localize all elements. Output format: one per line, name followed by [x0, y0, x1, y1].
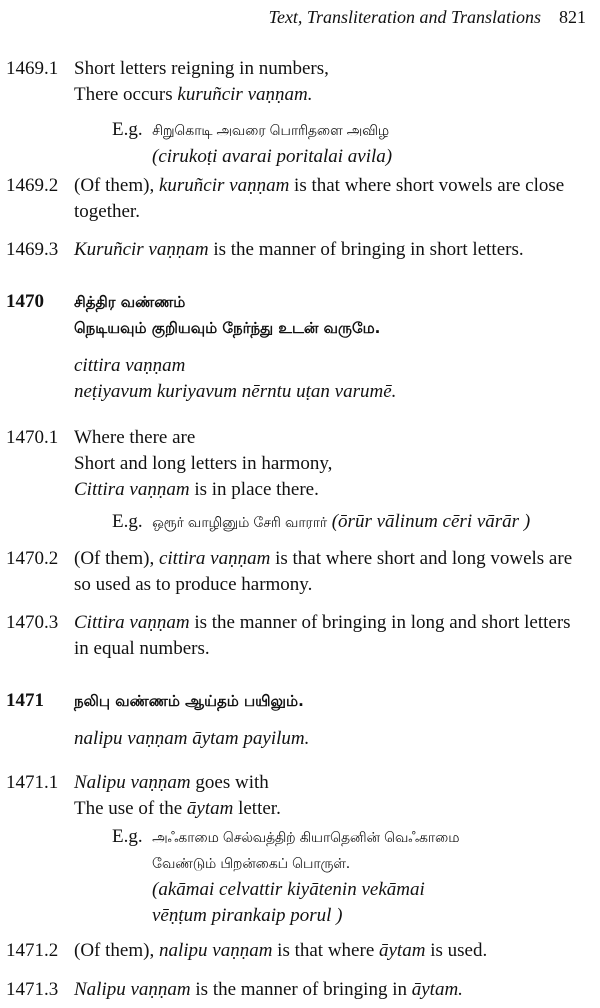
example-transliteration: (cirukoṭi avarai poritalai avila): [152, 146, 393, 167]
verse-line: Nalipu vaṇṇam is the manner of bringing in āytam.: [74, 979, 463, 1000]
verse-1470: [0, 289, 592, 405]
verse-line: Short and long letters in harmony,: [74, 453, 333, 474]
verse-1469-3: [0, 237, 592, 263]
verse-line: together.: [74, 201, 140, 222]
tamil-line: சித்திர வண்ணம்: [74, 293, 186, 311]
verse-line: Kuruñcir vaṇṇam is the manner of bringing in short letters.: [74, 239, 524, 260]
example-transliteration: (akāmai celvattir kiyātenin vekāmai: [152, 879, 425, 900]
verse-number: 1470.1: [6, 427, 59, 448]
example-block: [112, 824, 592, 929]
verse-line: The use of the āytam letter.: [74, 798, 281, 819]
verse-1471: [0, 688, 592, 752]
running-title: Text, Transliteration and Translations: [268, 7, 541, 27]
verse-1470-3: [0, 610, 592, 662]
verse-number: 1470.3: [6, 612, 59, 633]
verse-number: 1471: [6, 690, 44, 711]
verse-line: Nalipu vaṇṇam goes with: [74, 772, 269, 793]
verse-1471-3: [0, 977, 592, 1003]
verse-number: 1471.1: [6, 772, 59, 793]
page-number: 821: [559, 7, 586, 27]
transliteration-line: neṭiyavum kuriyavum nērntu uṭan varumē.: [74, 381, 397, 402]
verse-1471-1: [0, 770, 592, 929]
verse-1470-1: [0, 425, 592, 536]
verse-1470-2: [0, 546, 592, 598]
verse-number: 1469.3: [6, 239, 59, 260]
verse-number: 1471.3: [6, 979, 59, 1000]
verse-line: Cittira vaṇṇam is in place there.: [74, 479, 319, 500]
verse-1469-2: [0, 173, 592, 225]
example-line: E.g. ஒரூர் வாழினும் சேரி வாரார் (ōrūr vālinum cēri vārār ): [112, 511, 531, 532]
example-tamil: E.g. சிறுகொடி அவரை பொரிதளை அவிழ: [112, 119, 389, 140]
verse-line: Cittira vaṇṇam is the manner of bringing in long and short letters: [74, 612, 571, 633]
verse-number: 1470: [6, 291, 44, 312]
verse-number: 1469.1: [6, 58, 59, 79]
verse-1471-2: [0, 938, 592, 964]
example-tamil: E.g. அஃகாமை செல்வத்திற் கியாதெனின் வெஃகாமை: [112, 826, 460, 847]
tamil-line: நெடியவும் குறியவும் நேர்ந்து உடன் வருமே.: [74, 319, 381, 337]
verse-line: (Of them), cittira vaṇṇam is that where short and long vowels are: [74, 548, 573, 569]
verse-line: in equal numbers.: [74, 638, 210, 659]
transliteration-line: cittira vaṇṇam: [74, 355, 186, 376]
verse-line: Where there are: [74, 427, 196, 448]
verse-number: 1471.2: [6, 940, 59, 961]
verse-number: 1470.2: [6, 548, 59, 569]
verse-line: Short letters reigning in numbers,: [74, 58, 329, 79]
example-block: [112, 117, 592, 170]
verse-line: (Of them), kuruñcir vaṇṇam is that where short vowels are close: [74, 175, 565, 196]
running-head: [269, 4, 586, 30]
verse-line: There occurs kuruñcir vaṇṇam.: [74, 84, 313, 105]
example-block: [112, 509, 592, 536]
verse-number: 1469.2: [6, 175, 59, 196]
example-tamil: வேண்டும் பிறன்கைப் பொருள்.: [152, 856, 350, 872]
verse-line: (Of them), nalipu vaṇṇam is that where āytam is used.: [74, 940, 488, 961]
verse-line: so used as to produce harmony.: [74, 574, 313, 595]
transliteration-line: nalipu vaṇṇam āytam payilum.: [74, 728, 310, 749]
example-transliteration: vēṇṭum pirankaip porul ): [152, 905, 343, 926]
verse-1469-1: [0, 56, 592, 170]
tamil-line: நலிபு வண்ணம் ஆய்தம் பயிலும்.: [74, 692, 304, 710]
